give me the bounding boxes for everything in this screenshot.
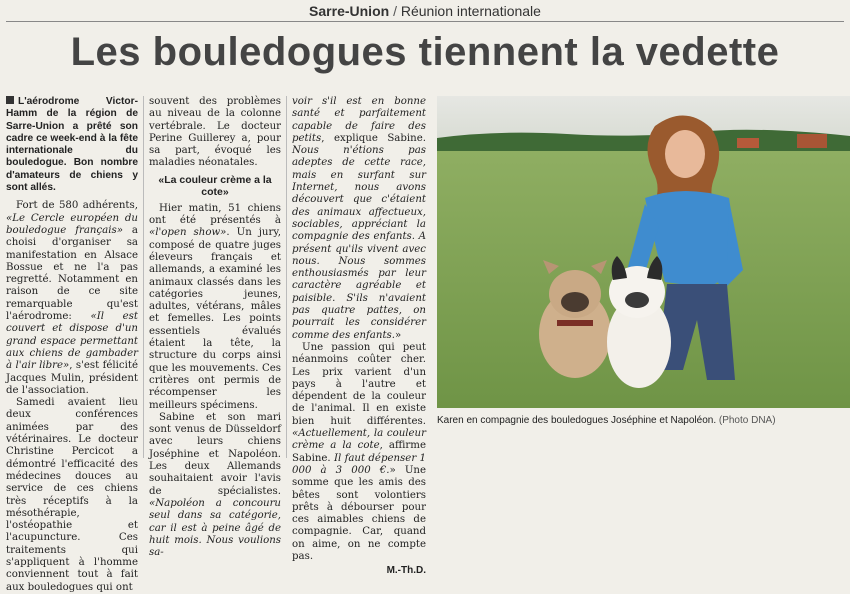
column-divider <box>143 96 144 458</box>
text-run: Une passion qui peut néanmoins coûter cher. Les prix varient d'un pays à l'autre et dépendent de la couleur de l'animal. Il en existe bien huit différentes. <box>292 341 426 427</box>
article-photo <box>437 96 850 408</box>
quote-run: «Il est couvert et dispose d'un grand espace permettant aux chiens de gambader à l'air libre» <box>6 311 138 372</box>
subheading: «La couleur crème a la cote» <box>158 173 272 199</box>
text-run: , affirme Sabine. <box>292 440 426 464</box>
paragraph <box>149 203 281 412</box>
text-run: Hier matin, 51 chiens ont été présentés à <box>149 202 281 227</box>
photo-girl-with-bulldogs <box>437 96 850 408</box>
text-run: » Une somme que les amis des bêtes sont volontiers prêts à débourser pour ces aimables chiens de compagnie. Car, quand on aime, on ne compte pas. <box>292 464 426 562</box>
quote-run: «Napoléon a concouru seul dans sa catégorie, car il est à peine âgé de huit mois. Nous voulions sa- <box>149 497 281 559</box>
paragraph: souvent des problèmes au niveau de la colonne vertébrale. Le docteur Perine Guillerey a, pour sa part, évoqué les maladies néonatales. <box>149 96 281 169</box>
text-run: Fort de 580 adhérents, <box>16 200 138 212</box>
article-column-3 <box>292 96 426 578</box>
paragraph <box>292 96 426 342</box>
rubric-separator: / <box>393 3 397 19</box>
quote-run: «l'open show» <box>149 227 227 239</box>
paragraph <box>292 342 426 563</box>
text-run: , explique Sabine. <box>321 132 426 144</box>
lead-paragraph <box>6 96 138 194</box>
quote-run: «Le Cercle européen du bouledogue français» <box>6 212 138 236</box>
photo-credit: (Photo DNA) <box>718 415 776 426</box>
article-column-2 <box>149 96 281 559</box>
text-run: Sabine et son mari sont venus de Düsseldorf avec leurs chiens Joséphine et Napoléon. Les deux Allemands souhaitaient avoir l'avis de spécialistes. <box>149 411 281 497</box>
paragraph <box>149 412 281 560</box>
quote-run: Nous n'étions pas adeptes de cette race, mais en surfant sur Internet, nous avons découvert que c'étaient des animaux affectueux, sociables, appréciant la compagnie des enfants. A présent qu'ils vivent avec nous. Nous sommes enthousiasmés par leur caractère agréable et paisible. S'ils n'avaient pas quatre pattes, on pourrait les considérer comme des enfants. <box>292 145 426 341</box>
paragraph <box>6 200 138 397</box>
lead-text: L'aérodrome Victor-Hamm de la région de Sarre-Union a prêté son cadre ce week-end à la fête internationale du bouledogue. Bon nombre d'amateurs de chiens y sont allés. <box>6 96 138 194</box>
quote-run: voir s'il est en bonne santé et parfaitement capable de faire des petits <box>292 96 426 144</box>
top-rule <box>6 21 844 22</box>
paragraph: Samedi avaient lieu deux conférences animées par des vétérinaires. Le docteur Christine Percicot a démontré l'efficacité des médecines douces au service de ces chiens très réceptifs à la mésothérapie, l'ostéopathie et l'acupuncture. Ces traitements qui s'appliquent à l'homme conviennent tout à fait aux bouledogues qui ont <box>6 397 138 593</box>
section-rubric <box>0 0 850 22</box>
bullet-square-icon <box>6 96 14 104</box>
column-divider <box>286 96 287 458</box>
author-signature: M.-Th.D. <box>386 565 426 577</box>
caption-text: Karen en compagnie des bouledogues Joséphine et Napoléon. <box>437 415 719 426</box>
text-run: , s'est félicité Jacques Mulin, président de l'association. <box>6 360 139 396</box>
text-run: a choisi d'organiser sa manifestation en Alsace Bossue et ne l'a pas regretté. Notamment en raison de ce site remarquable qu'est l'aérodrome: <box>6 224 138 323</box>
text-run: » <box>395 329 402 341</box>
text-run: . Un jury, composé de quatre juges éleveurs français et allemands, a examiné les animaux classés dans les catégories jeunes, adultes, vétérans, mâles et femelles. Les points essentiels évalués étaient la tête, la structure du corps ainsi que les mouvements. Ces critères ont permis de récompenser les meilleurs spécimens. <box>149 227 281 411</box>
quote-run: Il faut dépenser 1 000 à 3 000 €. <box>292 452 426 476</box>
photo-caption <box>437 415 850 426</box>
rubric-section: Réunion internationale <box>400 3 541 19</box>
article-column-1 <box>6 96 138 594</box>
quote-run: «Actuellement, la couleur crème a la cote <box>292 428 426 452</box>
headline: Les bouledogues tiennent la vedette <box>70 30 780 74</box>
rubric-place: Sarre-Union <box>309 3 390 19</box>
